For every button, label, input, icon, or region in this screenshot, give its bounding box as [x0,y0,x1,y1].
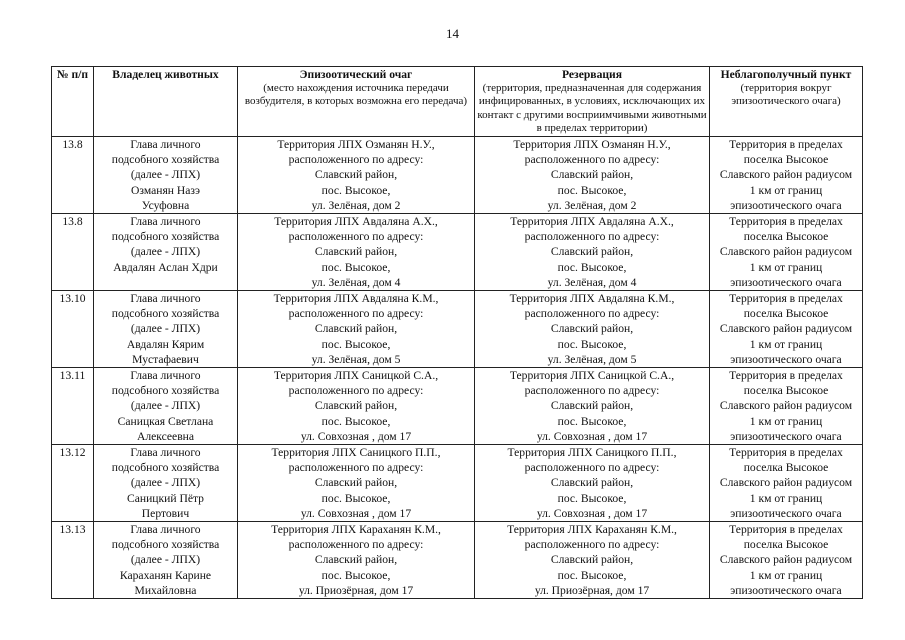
owner-cell-line: Авдалян Аслан Хдри [113,260,218,274]
table-row [52,214,863,291]
owner-cell-line: Глава личного [130,446,201,460]
owner-cell [94,368,238,445]
focus-cell-line: Территория ЛПХ Саницкой С.А., [273,369,439,383]
owner-cell [94,214,238,291]
focus-cell-line: ул. Зелёная, дом 4 [311,275,401,289]
reservation-cell-line: Славский район, [550,245,634,259]
area-cell [710,214,863,291]
focus-cell [238,522,475,599]
focus-cell-line: расположенного по адресу: [288,384,424,398]
reservation-cell-line: пос. Высокое, [557,414,627,428]
area-cell-line: поселка Высокое [743,230,829,244]
owner-cell-line: (далее - ЛПХ) [130,476,201,490]
reservation-cell-line: пос. Высокое, [557,337,627,351]
focus-cell-line: ул. Приозёрная, дом 17 [298,583,414,597]
focus-cell [238,137,475,214]
focus-cell-line: Славский район, [314,245,398,259]
header-row [52,67,863,137]
focus-cell-line: расположенного по адресу: [288,307,424,321]
reservation-cell-line: ул. Зелёная, дом 5 [547,352,637,366]
table-row [52,522,863,599]
area-cell-line: поселка Высокое [743,153,829,167]
area-cell-line: поселка Высокое [743,538,829,552]
reservation-cell-line: расположенного по адресу: [524,230,660,244]
area-cell-line: Территория в пределах [729,138,843,151]
page-number: 14 [446,26,459,41]
reservation-cell-line: Славский район, [550,476,634,490]
header-number [52,67,94,137]
row-number: 13.8 [52,214,94,291]
owner-cell-line: подсобного хозяйства [111,461,220,475]
reservation-cell-line: Территория ЛПХ Озманян Н.У., [513,138,671,151]
reservation-cell [475,137,710,214]
table-row [52,137,863,214]
owner-cell-line: подсобного хозяйства [111,230,220,244]
focus-cell-line: Славский район, [314,553,398,567]
owner-cell [94,522,238,599]
reservation-cell-line: Территория ЛПХ Авдаляна А.Х., [510,215,674,229]
focus-cell-line: расположенного по адресу: [288,461,424,475]
owner-cell-line: Михайловна [134,583,197,597]
area-cell-line: эпизоотического очага [730,429,842,443]
header-number-title: № п/п [56,68,89,81]
row-number: 13.12 [52,445,94,522]
table-row [52,368,863,445]
area-cell-line: Территория в пределах [729,215,843,229]
reservation-cell-line: расположенного по адресу: [524,461,660,475]
owner-cell-line: Мустафаевич [132,352,199,366]
reservation-cell-line: расположенного по адресу: [524,153,660,167]
area-cell-line: 1 км от границ [749,414,823,428]
focus-cell-line: Территория ЛПХ Караханян К.М., [271,523,441,537]
focus-cell-line: пос. Высокое, [321,183,391,197]
reservation-cell-line: Славский район, [550,399,634,413]
reservation-cell [475,291,710,368]
owner-cell-line: Глава личного [130,369,201,383]
reservation-cell-line: ул. Зелёная, дом 2 [547,198,637,212]
area-cell-line: 1 км от границ [749,491,823,505]
reservation-cell [475,445,710,522]
owner-cell-line: подсобного хозяйства [111,538,220,552]
focus-cell [238,291,475,368]
row-number: 13.11 [52,368,94,445]
owner-cell-line: Глава личного [130,292,201,306]
focus-cell-line: пос. Высокое, [321,491,391,505]
focus-cell-line: пос. Высокое, [321,337,391,351]
owner-cell-line: Озманян Назэ [131,183,200,197]
owner-cell-line: Глава личного [130,523,201,537]
area-cell-line: эпизоотического очага [730,506,842,520]
header-owner-title: Владелец животных [112,68,219,81]
owner-cell-line: Авдалян Кярим [126,337,205,351]
focus-cell-line: расположенного по адресу: [288,230,424,244]
reservation-cell-line: пос. Высокое, [557,491,627,505]
focus-cell-line: Территория ЛПХ Авдаляна К.М., [273,292,439,306]
reservation-cell-line: пос. Высокое, [557,260,627,274]
area-cell-line: Славского район радиусом [719,245,853,259]
owner-cell-line: Пертович [141,506,190,520]
reservation-cell-line: ул. Совхозная , дом 17 [536,506,648,520]
area-cell [710,522,863,599]
area-cell-line: Территория в пределах [729,446,843,460]
area-cell [710,137,863,214]
focus-cell-line: ул. Зелёная, дом 2 [311,198,401,212]
owner-cell-line: Глава личного [130,138,201,151]
reservation-cell [475,368,710,445]
focus-cell-line: расположенного по адресу: [288,538,424,552]
area-cell-line: эпизоотического очага [730,198,842,212]
owner-cell-line: (далее - ЛПХ) [130,245,201,259]
owner-cell [94,445,238,522]
focus-cell [238,368,475,445]
focus-cell-line: ул. Совхозная , дом 17 [300,429,412,443]
area-cell-line: Славского район радиусом [719,322,853,336]
area-cell-line: Территория в пределах [729,523,843,537]
header-reservation-subtitle: (территория, предназначенная для содержания инфицированных, в условиях, исключающих их контакт с другими восприимчивыми животными в пределах территории) [477,81,707,135]
focus-cell [238,214,475,291]
reservation-cell-line: ул. Приозёрная, дом 17 [534,583,650,597]
header-owner [94,67,238,137]
reservation-cell-line: расположенного по адресу: [524,538,660,552]
area-cell-line: 1 км от границ [749,568,823,582]
table-row [52,291,863,368]
reservation-cell-line: ул. Совхозная , дом 17 [536,429,648,443]
area-cell-line: эпизоотического очага [730,275,842,289]
owner-cell-line: Усуфовна [141,198,190,212]
reservation-cell-line: Славский район, [550,322,634,336]
owner-cell-line: Глава личного [130,215,201,229]
area-cell-line: 1 км от границ [749,183,823,197]
owner-cell-line: подсобного хозяйства [111,307,220,321]
header-area [710,67,863,137]
table-header [52,67,863,137]
focus-cell-line: Славский район, [314,322,398,336]
focus-cell-line: ул. Зелёная, дом 5 [311,352,401,366]
header-reservation-title: Резервация [561,68,623,81]
area-cell-line: Славского район радиусом [719,476,853,490]
focus-cell-line: Территория ЛПХ Озманян Н.У., [277,138,435,151]
reservation-cell-line: пос. Высокое, [557,183,627,197]
area-cell-line: эпизоотического очага [730,583,842,597]
area-cell-line: Славского район радиусом [719,168,853,182]
reservation-cell-line: Славский район, [550,168,634,182]
table-body [52,137,863,599]
owner-cell-line: (далее - ЛПХ) [130,553,201,567]
focus-cell-line: Славский район, [314,399,398,413]
header-focus-title: Эпизоотический очаг [299,68,413,81]
area-cell-line: поселка Высокое [743,307,829,321]
area-cell-line: поселка Высокое [743,461,829,475]
area-cell-line: Территория в пределах [729,369,843,383]
owner-cell-line: подсобного хозяйства [111,153,220,167]
area-cell [710,291,863,368]
reservation-cell-line: пос. Высокое, [557,568,627,582]
owner-cell [94,137,238,214]
reservation-cell-line: Территория ЛПХ Авдаляна К.М., [509,292,675,306]
area-cell-line: 1 км от границ [749,260,823,274]
row-number: 13.10 [52,291,94,368]
reservation-cell [475,214,710,291]
area-cell-line: Славского район радиусом [719,399,853,413]
focus-cell-line: Территория ЛПХ Авдаляна А.Х., [274,215,438,229]
header-focus [238,67,475,137]
area-cell-line: эпизоотического очага [730,352,842,366]
focus-cell-line: пос. Высокое, [321,414,391,428]
focus-cell-line: пос. Высокое, [321,568,391,582]
focus-cell-line: Славский район, [314,168,398,182]
epizootic-table [51,66,863,599]
owner-cell-line: Саницкий Пётр [127,491,204,505]
reservation-cell [475,522,710,599]
focus-cell-line: пос. Высокое, [321,260,391,274]
area-cell [710,445,863,522]
reservation-cell-line: расположенного по адресу: [524,384,660,398]
focus-cell-line: расположенного по адресу: [288,153,424,167]
owner-cell-line: (далее - ЛПХ) [130,399,201,413]
owner-cell [94,291,238,368]
header-area-subtitle: (территория вокруг эпизоотического очага) [731,81,841,108]
owner-cell-line: подсобного хозяйства [111,384,220,398]
owner-cell-line: (далее - ЛПХ) [130,322,201,336]
header-focus-subtitle: (место нахождения источника передачи возбудителя, в которых возможна его передача) [244,81,468,108]
area-cell-line: Территория в пределах [729,292,843,306]
area-cell-line: Славского район радиусом [719,553,853,567]
owner-cell-line: Караханян Карине [119,568,212,582]
reservation-cell-line: расположенного по адресу: [524,307,660,321]
reservation-cell-line: Славский район, [550,553,634,567]
header-area-title: Неблагополучный пункт [720,68,852,81]
reservation-cell-line: ул. Зелёная, дом 4 [547,275,637,289]
reservation-cell-line: Территория ЛПХ Саницкого П.П., [507,446,677,460]
owner-cell-line: Саницкая Светлана [117,414,214,428]
focus-cell-line: ул. Совхозная , дом 17 [300,506,412,520]
area-cell-line: 1 км от границ [749,337,823,351]
owner-cell-line: (далее - ЛПХ) [130,168,201,182]
focus-cell-line: Территория ЛПХ Саницкого П.П., [271,446,441,460]
owner-cell-line: Алексеевна [136,429,195,443]
focus-cell [238,445,475,522]
row-number: 13.8 [52,137,94,214]
area-cell-line: поселка Высокое [743,384,829,398]
header-reservation [475,67,710,137]
focus-cell-line: Славский район, [314,476,398,490]
area-cell [710,368,863,445]
table-row [52,445,863,522]
reservation-cell-line: Территория ЛПХ Саницкой С.А., [509,369,675,383]
reservation-cell-line: Территория ЛПХ Караханян К.М., [507,523,677,537]
row-number: 13.13 [52,522,94,599]
